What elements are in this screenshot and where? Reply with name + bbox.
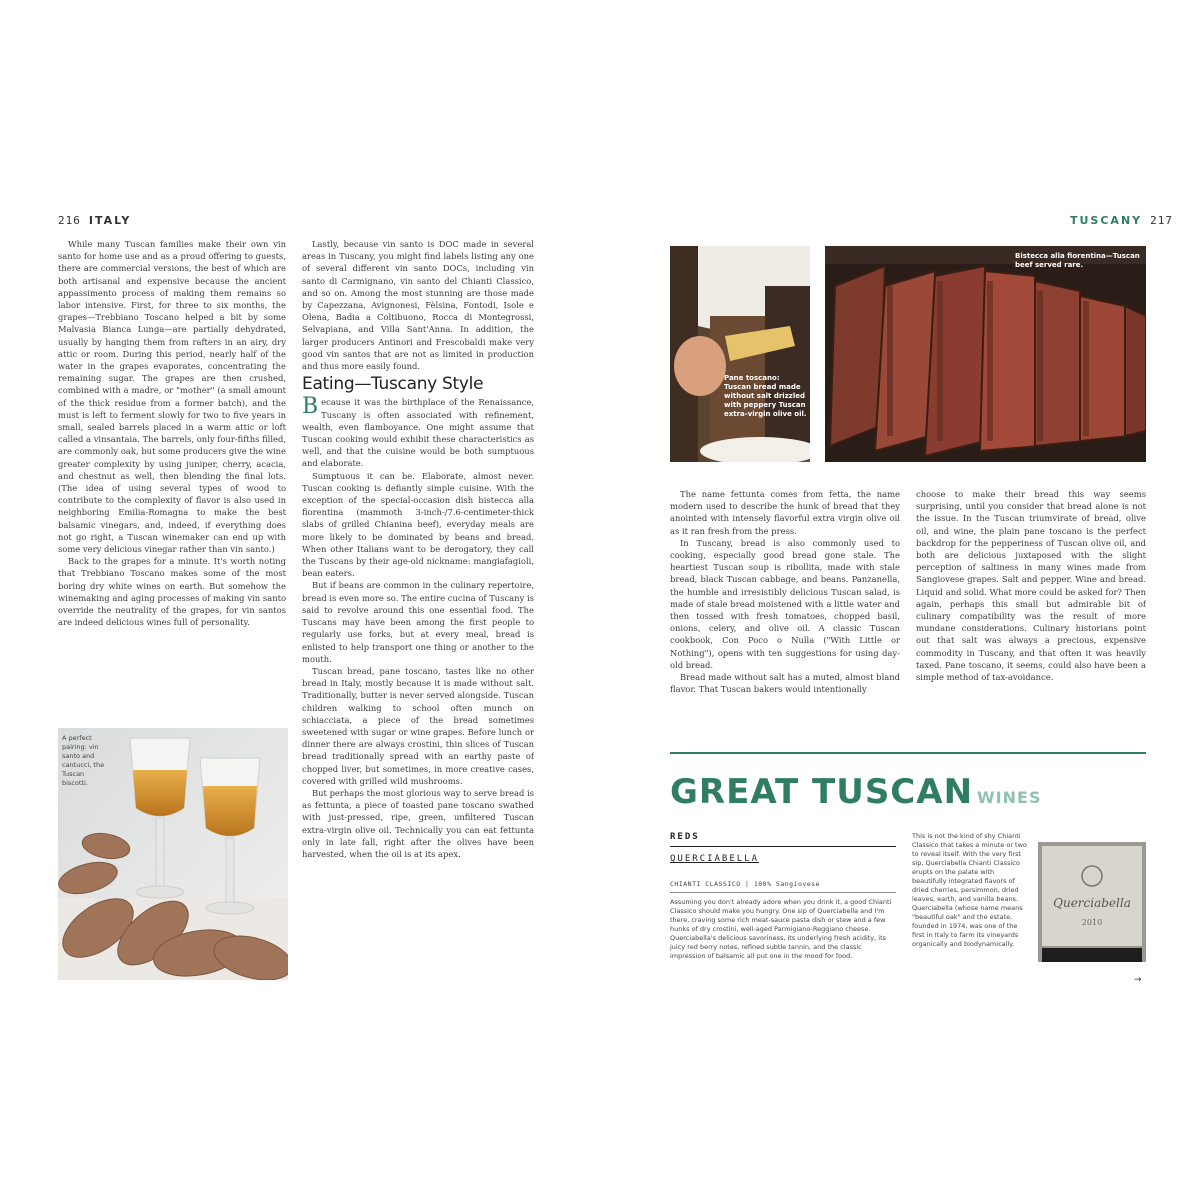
left-running-head xyxy=(58,214,131,227)
wine-label-photo xyxy=(1038,842,1146,962)
wine-label-vintage: 2010 xyxy=(1081,918,1103,927)
wines-top-rule xyxy=(670,752,1146,754)
left-section-title: ITALY xyxy=(88,214,132,227)
right-section-title: TUSCANY xyxy=(1070,214,1143,227)
left-page-number: 216 xyxy=(58,214,81,227)
wines-category: REDS xyxy=(670,832,700,842)
eating-para-first xyxy=(302,396,534,469)
wines-box-title xyxy=(670,772,1041,812)
drop-cap: B xyxy=(302,394,319,420)
eating-para: Sumptuous it can be. Elaborate, almost never. Tuscan cooking is defiantly simple cuisine. With the exception of the special-occasion dish bistecca alla fiorentina (mammoth 3-inch-/7.6-centimeter-thick slabs of grilled Chianina beef), everyday meals are more likely to be dominated by beans and bread. When other Italians want to be derogatory, they call the Tuscans by their age-old nickname: mangiafagioli, bean eaters. xyxy=(302,470,534,579)
wine-note-right: This is not the kind of shy Chianti Classico that takes a minute or two to reveal itself. With the very first sip, Querciabella Chianti Classico erupts on the palate with beautifully integrated flavors of dried cherries, persimmon, dried leaves, earth, and vanilla beans. Querciabella (whose name means "beautiful oak" and the estate, founded in 1974, was one of the first in Italy to farm its vineyards organically and biodynamically. xyxy=(912,832,1027,948)
bread-illustration xyxy=(670,246,810,462)
right-col1-para: In Tuscany, bread is also commonly used to cooking, especially good bread gone stale. The heartiest Tuscan soup is ribollita, made with stale bread, black Tuscan cabbage, and beans. Panzanella, the humble and irresistibly delicious Tuscan salad, is made of stale bread moistened with a little water and then tossed with fresh tomatoes, chopped basil, onions, celery, and olive oil. A classic Tuscan cookbook, Con Poco o Nulla ("With Little or Nothing"), opens with ten suggestions for using day-old bread. xyxy=(670,537,900,670)
steak-caption: Bistecca alla fiorentina—Tuscan beef served rare. xyxy=(1015,252,1140,269)
designation-rule xyxy=(670,892,896,893)
left-col1-para: While many Tuscan families make their own vin santo for home use and as a proud offering to guests, there are commercial versions, the best of which are both artisanal and expensive because the ancient appassimento process of making them remains so labor intensive. First, for three to six months, the grapes—Trebbiano Toscano helped a bit by some Malvasia Bianca Lunga—are partially dehydrated, usually by hanging them from rafters in an airy, dry attic or room. During this period, nearly half of the water in the grapes evaporates, concentrating the remaining sugar. The grapes are then crushed, combined with a madre, or "mother" (a small amount of the thick residue from a former batch), and the must is left to ferment slowly for two to five years in small, sealed barrels placed in a warm attic or loft called a vinsantaia. The barrels, only four-fifths filled, are commonly oak, but some producers give the wine greater complexity by using juniper, cherry, acacia, and chestnut as well, then blending the final lots. (The idea of using several types of wood to contribute to the complexity of flavor is also used in neighboring Emilia-Romagna to make the best balsamic vinegars, and, indeed, if everything does not go right, a Tuscan winemaker can end up with some very delicious vinegar rather than vin santo.) xyxy=(58,239,286,555)
left-col1 xyxy=(58,238,286,708)
right-running-head xyxy=(1070,214,1173,227)
wine-note-left: Assuming you don't already adore when you drink it, a good Chianti Classico should make you hungry. One sip of Querciabella and I'm there, craving some rich meat-sauce pasta dish or stew and a few hunks of dry crostini, well-aged Parmigiano-Reggiano cheese. Querciabella's delicious savoriness, its underlying fresh acidity, its juicy red berry notes, refined subtle tannin, and the classic impression of balsamic all put one in the mood for food. xyxy=(670,898,892,960)
bread-caption: Pane toscano: Tuscan bread made without salt drizzled with peppery Tuscan extra-virgin olive oil. xyxy=(724,374,807,418)
left-col2 xyxy=(302,238,534,986)
bread-photo xyxy=(670,246,810,462)
continue-arrow: → xyxy=(1134,975,1142,985)
right-col1-para: Bread made without salt has a muted, almost bland flavor. That Tuscan bakers would intentionally xyxy=(670,672,900,695)
right-col2 xyxy=(916,488,1146,710)
steak-illustration xyxy=(825,246,1146,462)
wines-title-sub: WINES xyxy=(977,788,1042,807)
eating-para: Tuscan bread, pane toscano, tastes like no other bread in Italy, mostly because it is made without salt. Traditionally, butter is never served alongside. Tuscan children walking to school often munch on schiacciata, a piece of the bread sometimes sweetened with sugar or wine grapes. Before lunch or dinner there are always crostini, thin slices of Tuscan bread traditionally spread with an earthy paste of chopped liver, but sometimes, in more creative cases, covered with grilled wild mushrooms. xyxy=(302,665,534,786)
wine-designation: CHIANTI CLASSICO | 100% Sangiovese xyxy=(670,880,821,888)
right-page-number: 217 xyxy=(1150,214,1173,227)
eating-section-title: Eating—Tuscany Style xyxy=(302,374,484,395)
category-rule xyxy=(670,846,896,847)
eating-para: But perhaps the most glorious way to serve bread is as fettunta, a piece of toasted pane toscano swathed with just-pressed, ripe, green, unfiltered Tuscan extra-virgin olive oil. Technically you can eat fettunta only in late fall, right after the olives have been harvested, when the oil is at its apex. xyxy=(302,787,534,859)
eating-para-text: ecause it was the birthplace of the Renaissance, Tuscany is often associated with refinement, wealth, even flamboyance. One might assume that Tuscan cooking would exhibit these characteristics as well, and that the cuisine would be both sumptuous and elaborate. xyxy=(302,397,534,469)
left-col1-para: Back to the grapes for a minute. It's worth noting that Trebbiano Toscano makes some of the most boring dry white wines on earth. But somehow the winemaking and aging processes of making vin santo override the neutrality of the grapes, for vin santos are indeed delicious wines full of personality. xyxy=(58,556,286,628)
left-col2-para: Lastly, because vin santo is DOC made in several areas in Tuscany, you might find labels listing any one of several different vin santo DOCs, including vin santo di Carmignano, vin santo del Chianti Classico, and so on. Among the most stunning are those made by Capezzana, Avignonesi, Fèlsina, Fontodi, Isole e Olena, Badia a Coltibuono, Rocca di Montegrossi, Selvapiana, and Villa Sant'Anna. In addition, the larger producers Antinori and Frescobaldi make very good vin santos that are not as limited in production and thus more easily found. xyxy=(302,239,534,372)
right-col1-para: The name fettunta comes from fetta, the name modern used to describe the hunk of bread that they anointed with intensely flavorful extra virgin olive oil as it ran fresh from the press. xyxy=(670,489,900,536)
right-col2-para: choose to make their bread this way seems surprising, until you consider that bread alone is not the issue. In the Tuscan triumvirate of bread, olive oil, and wine, the plain pane toscano is the perfect backdrop for the pepperiness of Tuscan olive oil, and both are delicious juxtaposed with the slight perception of saltiness in many wines made from Sangiovese grapes. Salt and pepper. Wine and bread. Liquid and solid. What more could be asked for? Then again, perhaps this small but admirable bit of culinary compatibility was the result of more mundane considerations. Culinary historians point out that salt was always a precious, expensive commodity in Tuscany, and that often it was heavily taxed. Pane toscano, it seems, could also have been a simple method of tax-avoidance. xyxy=(916,489,1146,683)
vin-santo-caption: A perfect pairing: vin santo and cantucci, the Tuscan biscotti. xyxy=(62,734,105,787)
wines-title-main: GREAT TUSCAN xyxy=(670,772,974,812)
vin-santo-photo xyxy=(58,728,288,980)
wine-label-name: Querciabella xyxy=(1053,896,1131,910)
wine-producer: QUERCIABELLA xyxy=(670,854,760,864)
steak-photo xyxy=(825,246,1146,462)
right-col1 xyxy=(670,488,900,708)
eating-para: But if beans are common in the culinary repertoire, bread is even more so. The entire cucina of Tuscany is said to revolve around this one essential food. The Tuscans may have been among the first people to regularly use forks, but at every meal, bread is enlisted to help transport one thing or another to the mouth. xyxy=(302,580,534,664)
